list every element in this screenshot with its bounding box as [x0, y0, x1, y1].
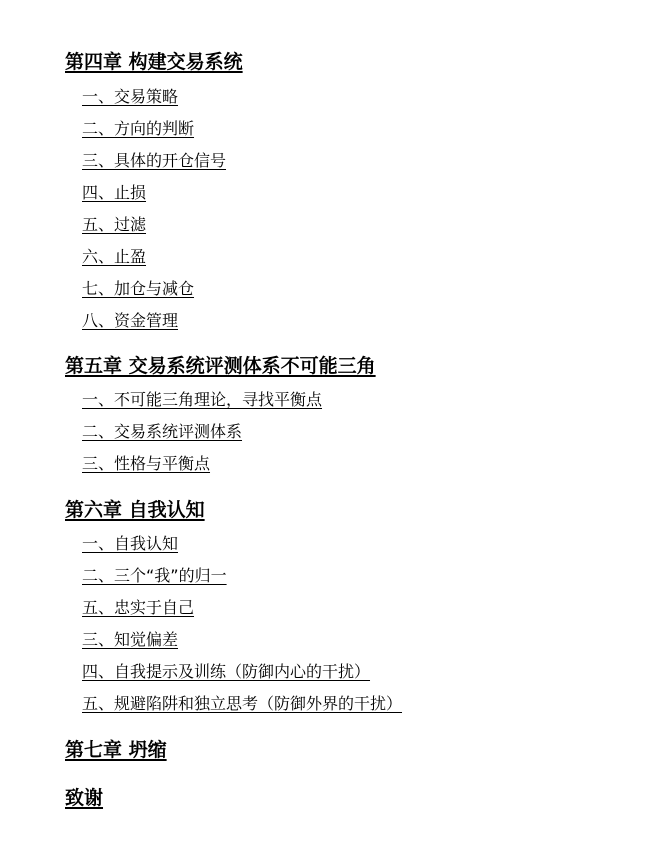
ch4-section-4[interactable]: 四、止损: [82, 183, 147, 202]
ch6-section-1[interactable]: 一、自我认知: [82, 534, 179, 553]
ch4-section-2[interactable]: 二、方向的判断: [82, 119, 195, 138]
ch6-section-5[interactable]: 四、自我提示及训练（防御内心的干扰）: [82, 662, 371, 681]
ch4-section-1[interactable]: 一、交易策略: [82, 87, 179, 106]
chapter-4-title[interactable]: 第四章 构建交易系统: [65, 51, 243, 73]
chapter-7-title[interactable]: 第七章 坍缩: [65, 739, 167, 761]
ch4-section-8[interactable]: 八、资金管理: [82, 311, 179, 330]
ch6-section-3[interactable]: 五、忠实于自己: [82, 598, 195, 617]
ch6-section-2[interactable]: 二、三个“我”的归一: [82, 566, 227, 585]
chapter-6-title[interactable]: 第六章 自我认知: [65, 499, 205, 521]
ch4-section-5[interactable]: 五、过滤: [82, 215, 147, 234]
ch5-section-3[interactable]: 三、性格与平衡点: [82, 454, 211, 473]
ch6-section-4[interactable]: 三、知觉偏差: [82, 630, 179, 649]
ch4-section-7[interactable]: 七、加仓与减仓: [82, 279, 195, 298]
ch4-section-6[interactable]: 六、止盈: [82, 247, 147, 266]
acknowledgements-title[interactable]: 致谢: [65, 787, 104, 809]
ch5-section-1[interactable]: 一、不可能三角理论，寻找平衡点: [82, 390, 323, 409]
chapter-5-title[interactable]: 第五章 交易系统评测体系不可能三角: [65, 355, 376, 377]
ch5-section-2[interactable]: 二、交易系统评测体系: [82, 422, 243, 441]
ch4-section-3[interactable]: 三、具体的开仓信号: [82, 151, 227, 170]
ch6-section-6[interactable]: 五、规避陷阱和独立思考（防御外界的干扰）: [82, 694, 403, 713]
